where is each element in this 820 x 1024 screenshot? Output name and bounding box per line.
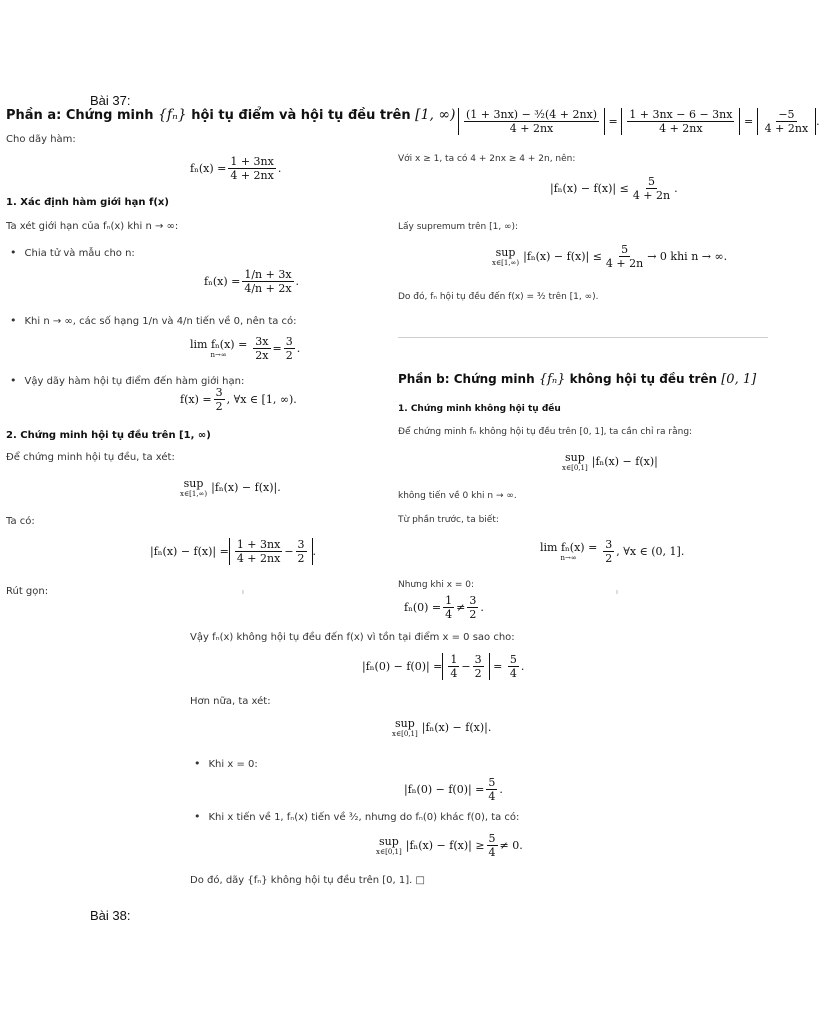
part-a-title-suffix: hội tụ điểm và hội tụ đều trên bbox=[191, 108, 411, 123]
limit-result-numerator: 3 bbox=[285, 335, 293, 348]
simplify-denominator-1: 4 + 2nx bbox=[509, 122, 554, 136]
bullet-x0 bbox=[194, 757, 258, 770]
part-b-title bbox=[398, 372, 756, 387]
fn-def-lhs: fₙ(x) = bbox=[190, 162, 227, 176]
limit-function-denominator: 2 bbox=[215, 400, 223, 414]
from-prev-text: Từ phần trước, ta biết: bbox=[398, 515, 499, 525]
sup4-middle: |fₙ(x) − f(x)| ≥ bbox=[405, 839, 485, 853]
sup4-subscript: x∈[0,1] bbox=[376, 848, 402, 857]
bullet-x1-text: Khi x tiến về 1, fₙ(x) tiến về ³⁄₂, nhưng do fₙ(0) khác f(0), ta có: bbox=[208, 812, 520, 823]
part-b-sup-subscript: x∈[0,1] bbox=[562, 464, 588, 472]
limit-function-lhs: f(x) = bbox=[180, 393, 212, 407]
bullet-x1 bbox=[194, 810, 519, 823]
sup-body: |fₙ(x) − f(x)|. bbox=[211, 481, 281, 494]
moreover-text: Hơn nữa, ta xét: bbox=[190, 696, 271, 707]
sup-expression-4 bbox=[376, 832, 523, 859]
limit-lhs: lim fₙ(x) = bbox=[190, 338, 248, 352]
x0-equation: |fₙ(0) − f(0)| = $\frac{5}{4}$ . bbox=[404, 776, 503, 804]
difference-minus: − bbox=[284, 545, 294, 559]
bullet-dot-icon: • bbox=[10, 314, 17, 327]
intro-text: Cho dãy hàm: bbox=[6, 134, 76, 145]
abs-result-numerator: 5 bbox=[509, 653, 517, 666]
simplify-numerator-3: −5 bbox=[778, 108, 795, 121]
part-a-title-set: {fₙ} bbox=[158, 107, 187, 123]
abs-numerator-1: 1 bbox=[450, 653, 458, 666]
taco-text: Ta có: bbox=[6, 516, 35, 527]
sup4-tail: ≠ 0. bbox=[499, 839, 523, 853]
sup4-numerator: 5 bbox=[488, 832, 496, 845]
sup-subscript: x∈[1,∞) bbox=[180, 490, 208, 498]
section-divider bbox=[398, 337, 768, 338]
sup2-middle: |fₙ(x) − f(x)| ≤ bbox=[523, 250, 602, 264]
x0-numerator: 5 bbox=[488, 776, 496, 789]
part-b-limit-numerator: 3 bbox=[605, 538, 613, 551]
sup2-tail: → 0 khi n → ∞. bbox=[647, 250, 728, 264]
bullet-pointwise-text: Vậy dãy hàm hội tụ điểm đến hàm giới hạn: bbox=[24, 376, 245, 387]
sup-expression-1 bbox=[180, 477, 281, 498]
f0-denominator-1: 4 bbox=[445, 608, 453, 622]
f0-numerator-1: 1 bbox=[445, 594, 453, 607]
take-sup-text: Lấy supremum trên [1, ∞): bbox=[398, 222, 519, 232]
part-b-sup-word: sup bbox=[564, 451, 585, 464]
limit-function bbox=[180, 386, 297, 413]
difference-numerator: 1 + 3nx bbox=[236, 538, 281, 551]
x0-denominator: 4 bbox=[488, 790, 496, 804]
fn-divided-lhs: fₙ(x) = bbox=[204, 275, 241, 289]
simplify-numerator-2: 1 + 3nx − 6 − 3nx bbox=[629, 108, 733, 121]
sup-expression-3 bbox=[392, 717, 491, 738]
bound-denominator: 4 + 2n bbox=[632, 189, 671, 203]
part-b-sup bbox=[562, 451, 658, 472]
f0-equation: fₙ(0) = $\frac{1}{4}$ ≠ $\frac{3}{2}$ . bbox=[404, 594, 484, 622]
sup2-denominator: 4 + 2n bbox=[605, 257, 644, 271]
fn-divided-denominator: 4/n + 2x bbox=[244, 282, 292, 296]
difference-equation: |fₙ(x) − f(x)| = $\frac{1 + 3nx}{4 + 2nx}$ − $\frac{3}{2}$ . bbox=[150, 538, 317, 566]
section-1-text: Ta xét giới hạn của fₙ(x) khi n → ∞: bbox=[6, 221, 179, 232]
part-b-sup-body: |fₙ(x) − f(x)| bbox=[591, 455, 658, 468]
limit-subscript: n→∞ bbox=[210, 351, 227, 360]
limit-function-domain: , ∀x ∈ [1, ∞). bbox=[226, 393, 297, 407]
limit-result-denominator: 2 bbox=[285, 349, 293, 363]
abs-result-denominator: 4 bbox=[509, 667, 517, 681]
exercise-38-label: Bài 38: bbox=[90, 908, 131, 923]
sup2-word: sup bbox=[495, 246, 516, 260]
f0-numerator-2: 3 bbox=[469, 594, 477, 607]
x0-lhs: |fₙ(0) − f(0)| = bbox=[404, 783, 485, 797]
bound-lhs: |fₙ(x) − f(x)| ≤ bbox=[550, 182, 629, 196]
sup3-body: |fₙ(x) − f(x)|. bbox=[421, 721, 492, 734]
simplify-denominator-3: 4 + 2nx bbox=[764, 122, 809, 136]
part-b-limit-domain: , ∀x ∈ (0, 1]. bbox=[616, 545, 685, 559]
part-b-limit bbox=[540, 538, 684, 565]
fn-def-numerator: 1 + 3nx bbox=[230, 155, 274, 168]
part-a-title bbox=[6, 107, 456, 123]
part-a-title-interval: [1, ∞) bbox=[415, 107, 456, 123]
bullet-dot-icon: • bbox=[194, 757, 201, 770]
sup4-denominator: 4 bbox=[488, 846, 496, 860]
bullet-x0-text: Khi x = 0: bbox=[208, 759, 258, 770]
final-conclusion: Do đó, dãy {fₙ} không hội tụ đều trên [0, 1]. □ bbox=[190, 875, 425, 886]
rut-gon-text: Rút gọn: bbox=[6, 586, 49, 597]
part-b-title-interval: [0, 1] bbox=[721, 372, 757, 387]
limit-denominator: 2x bbox=[255, 349, 269, 363]
bullet-dot-icon: • bbox=[10, 374, 17, 387]
bullet-divide bbox=[10, 246, 135, 259]
fn-definition: fₙ(x) = $\frac{1 + 3nx}{4 + 2nx}$ . bbox=[190, 155, 282, 183]
part-b-limit-lhs: lim fₙ(x) = bbox=[540, 541, 598, 555]
f0-lhs: fₙ(0) = bbox=[404, 601, 442, 615]
with-x-text: Với x ≥ 1, ta có 4 + 2nx ≥ 4 + 2n, nên: bbox=[398, 154, 576, 164]
part-b-limit-subscript: n→∞ bbox=[560, 554, 577, 563]
not-zero-text: không tiến về 0 khi n → ∞. bbox=[398, 491, 517, 501]
but-when-text: Nhưng khi x = 0: bbox=[398, 580, 475, 590]
abs-numerator-2: 3 bbox=[474, 653, 482, 666]
limit-function-numerator: 3 bbox=[215, 386, 223, 399]
sup2-subscript: x∈[1,∞) bbox=[492, 259, 520, 268]
bullet-dot-icon: • bbox=[10, 246, 17, 259]
part-b-title-prefix: Phần b: Chứng minh bbox=[398, 372, 535, 386]
limit-numerator: 3x bbox=[255, 335, 269, 348]
bound-numerator: 5 bbox=[647, 175, 655, 188]
part-a-title-prefix: Phần a: Chứng minh bbox=[6, 108, 154, 123]
section-2-text: Để chứng minh hội tụ đều, ta xét: bbox=[6, 452, 175, 463]
dot-marker: ı bbox=[616, 588, 618, 596]
fn-def-denominator: 4 + 2nx bbox=[230, 169, 274, 183]
difference-denominator-2: 2 bbox=[297, 552, 305, 566]
exercise-37-label: Bài 37: bbox=[90, 93, 131, 108]
difference-numerator-2: 3 bbox=[297, 538, 305, 551]
part-b-section-1-title: 1. Chứng minh không hội tụ đều bbox=[398, 404, 561, 414]
section-1-title: 1. Xác định hàm giới hạn f(x) bbox=[6, 197, 169, 208]
simplify-equation: $\frac{\text{(1 + 3nx) − ³⁄₂(4 + 2nx)}}{4 + 2nx}$ = $\frac{1 + 3nx - 6 - 3nx}{4 + 2nx}$ = $\frac{-5}{4 + 2nx}$ . bbox=[458, 108, 820, 135]
abs-lhs: |fₙ(0) − f(0)| = bbox=[362, 660, 443, 674]
abs-denominator-1: 4 bbox=[450, 667, 458, 681]
bullet-limit-text: Khi n → ∞, các số hạng 1/n và 4/n tiến về 0, nên ta có: bbox=[24, 316, 297, 327]
bullet-divide-text: Chia tử và mẫu cho n: bbox=[24, 248, 135, 259]
sup-bound-equation bbox=[492, 243, 727, 270]
f0-not-equal: ≠ bbox=[456, 601, 466, 615]
abs-equation: |fₙ(0) − f(0)| = $\frac{1}{4}$ − $\frac{3}{2}$ = $\frac{5}{4}$ . bbox=[362, 653, 525, 681]
simplify-numerator-1: (1 + 3nx) − ³⁄₂(4 + 2nx) bbox=[466, 108, 598, 121]
part-b-title-suffix: không hội tụ đều trên bbox=[569, 372, 718, 386]
fn-divided: fₙ(x) = $\frac{1/n + 3x}{4/n + 2x}$ . bbox=[204, 268, 300, 296]
sup4-word: sup bbox=[378, 835, 399, 849]
sup3-subscript: x∈[0,1] bbox=[392, 730, 418, 738]
bound-equation: |fₙ(x) − f(x)| ≤ $\frac{5}{4 + 2n}$ . bbox=[550, 175, 678, 203]
dot-marker: ı bbox=[242, 588, 244, 596]
sup-word: sup bbox=[183, 477, 204, 490]
limit-equation: lim fₙ(x) = n→∞ $\frac{3x}{2x}$ = $\frac{3}{2}$ . bbox=[190, 335, 301, 363]
difference-denominator: 4 + 2nx bbox=[236, 552, 281, 566]
abs-denominator-2: 2 bbox=[474, 667, 482, 681]
part-b-limit-denominator: 2 bbox=[605, 552, 613, 566]
bullet-dot-icon: • bbox=[194, 810, 201, 823]
part-b-section-1-text: Để chứng minh fₙ không hội tụ đều trên [0, 1], ta cần chỉ ra rằng: bbox=[398, 427, 693, 437]
part-b-title-set: {fₙ} bbox=[538, 372, 566, 387]
f0-denominator-2: 2 bbox=[469, 608, 477, 622]
sup3-word: sup bbox=[394, 717, 415, 730]
so-text: Vậy fₙ(x) không hội tụ đều đến f(x) vì tồn tại điểm x = 0 sao cho: bbox=[190, 632, 515, 643]
section-2-title: 2. Chứng minh hội tụ đều trên [1, ∞) bbox=[6, 430, 211, 441]
bullet-limit bbox=[10, 314, 297, 327]
conclusion-a: Do đó, fₙ hội tụ đều đến f(x) = ³⁄₂ trên [1, ∞). bbox=[398, 292, 599, 302]
simplify-denominator-2: 4 + 2nx bbox=[659, 122, 703, 136]
difference-lhs: |fₙ(x) − f(x)| = bbox=[150, 545, 229, 559]
sup2-numerator: 5 bbox=[621, 243, 629, 256]
fn-divided-numerator: 1/n + 3x bbox=[244, 268, 292, 281]
